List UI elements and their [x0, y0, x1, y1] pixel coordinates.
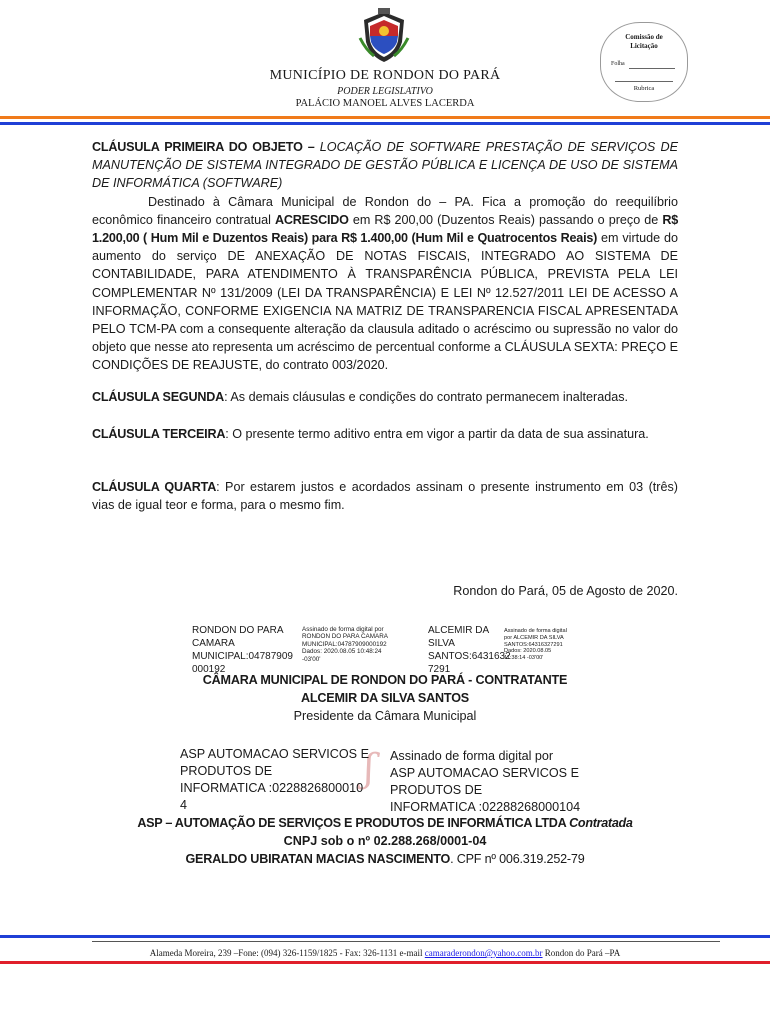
- camara-digital-line1: Assinado de forma digital por: [302, 626, 384, 633]
- contratada-rep-name: GERALDO UBIRATAN MACIAS NASCIMENTO: [185, 852, 451, 866]
- contratada-cnpj: CNPJ sob o nº 02.288.268/0001-04: [283, 834, 487, 848]
- asp-digital-line3: PRODUTOS DE: [390, 783, 483, 797]
- president-digital-line2: por ALCEMIR DA SILVA: [504, 634, 564, 641]
- contratada-role: Contratada: [569, 816, 633, 830]
- asp-signer-line4: 4: [180, 798, 188, 812]
- president-signer-line2: SILVA: [428, 638, 455, 649]
- asp-digital-signature: [390, 748, 580, 816]
- stamp-folha-label: Folha: [611, 61, 625, 67]
- footer-blue-rule: [0, 935, 770, 938]
- clause-1-text-b: em R$ 200,00 (Duzentos Reais) passando o preço de: [352, 212, 659, 227]
- asp-signer-line1: ASP AUTOMACAO SERVICOS E: [180, 747, 369, 761]
- asp-digital-line2: ASP AUTOMACAO SERVICOS E: [390, 766, 579, 780]
- clause-2-heading: CLÁUSULA SEGUNDA: [92, 390, 225, 404]
- clause-1-object: LOCAÇÃO DE SOFTWARE PRESTAÇÃO DE SERVIÇOS DE MANUTENÇÃO DE SISTEMA INTEGRADO DE GESTÃO PÚBLICA E LICENÇA DE USO DE SISTEMA DE INFORMÁTICA (SOFTWARE): [92, 140, 679, 191]
- palace-subtitle: PALÁCIO MANOEL ALVES LACERDA: [295, 98, 475, 109]
- president-signer-line4: 7291: [428, 664, 451, 675]
- asp-signature-watermark: ʃ: [364, 746, 375, 790]
- footer-thin-rule: [92, 941, 720, 942]
- header-orange-rule: [0, 116, 770, 119]
- camara-signer-line3: MUNICIPAL:04787909: [192, 651, 293, 662]
- municipality-title: MUNICÍPIO DE RONDON DO PARÁ: [269, 68, 501, 83]
- president-digital-line3: SANTOS:64316327291: [504, 641, 563, 648]
- clause-4: [92, 478, 678, 514]
- clause-2-text: : As demais cláusulas e condições do contrato permanecem inalteradas.: [224, 390, 629, 404]
- footer-address-text: Alameda Moreira, 239 –Fone: (094) 326-1159/1825 - Fax: 326-1131 e-mail: [149, 948, 423, 958]
- stamp-title-line2: Licitação: [630, 42, 658, 50]
- president-digital-line5: 11:38:14 -03'00': [504, 655, 544, 662]
- header-blue-rule: [0, 122, 770, 125]
- contratada-name: ASP – AUTOMAÇÃO DE SERVIÇOS E PRODUTOS DE INFORMÁTICA LTDA: [137, 816, 566, 830]
- asp-signer-line2: PRODUTOS DE: [180, 764, 273, 778]
- contratada-rep-cpf: . CPF nº 006.319.252-79: [450, 852, 585, 866]
- contratada-line: [0, 816, 770, 830]
- clause-1-heading: CLÁUSULA PRIMEIRA DO OBJETO –: [92, 140, 315, 154]
- branch-subtitle: PODER LEGISLATIVO: [337, 86, 433, 97]
- asp-signer-name: [180, 746, 369, 814]
- clause-1-text-c: em virtude do aumento do serviço DE ANEXAÇÃO DE NOTAS FISCAIS, INTEGRADO AO SISTEMA DE CONTABILIDADE, PARA ATENDIMENTO À TRANSPARÊNCIA PÚBLICA, PREVISTA PELA LEI COMPLEMENTAR Nº 131/2009 (LEI DA TRANSPARÊNCIA) E LEI Nº 12.527/2011 LEI DE ACESSO A INFORMAÇÃO, CONFORME EXIGENCIA NA MATRIZ DE TRANSPARENCIA FISCAL APRESENTADA PELO TCM-PA com a consequente alteração da clausula aditado o acréscimo ou supressão no valor do objeto que nesse ato representa um acréscimo de percentual conforme a CLÁUSULA SEXTA: PREÇO E CONDIÇÕES DE REAJUSTE, do contrato 003/2020.: [92, 231, 678, 373]
- clause-3-heading: CLÁUSULA TERCEIRA: [92, 427, 226, 441]
- contratante-line2: ALCEMIR DA SILVA SANTOS: [301, 691, 469, 705]
- clause-3-text: : O presente termo aditivo entra em vigor a partir da data de sua assinatura.: [225, 427, 649, 441]
- clause-1-acrescido: ACRESCIDO: [274, 212, 349, 227]
- contratante-line1: CÂMARA MUNICIPAL DE RONDON DO PARÁ - CONTRATANTE: [202, 673, 568, 687]
- footer-city: Rondon do Pará –PA: [542, 948, 621, 958]
- camara-digital-signature: [302, 626, 388, 663]
- president-signer-line3: SANTOS:6431632: [428, 651, 511, 662]
- camara-digital-line2: RONDON DO PARA CAMARA: [302, 633, 388, 641]
- footer-red-rule: [0, 961, 770, 964]
- camara-signer-line1: RONDON DO PARA: [192, 625, 284, 636]
- clause-3: [92, 425, 678, 443]
- commission-stamp: [600, 22, 688, 102]
- clause-1-price: R$ 1.200,00 ( Hum Mil e Duzentos Reais) para R$ 1.400,00 (Hum Mil e Quatrocentos Reais): [92, 212, 679, 246]
- president-digital-line4: Dados: 2020.08.05: [504, 648, 552, 655]
- clause-4-heading: CLÁUSULA QUARTA: [92, 480, 217, 494]
- asp-digital-line4: INFORMATICA :02288268000104: [390, 800, 581, 814]
- place-date: Rondon do Pará, 05 de Agosto de 2020.: [453, 584, 678, 598]
- municipal-crest-icon: [358, 8, 410, 66]
- contratante-line3: Presidente da Câmara Municipal: [293, 709, 477, 723]
- camara-signer-name: [192, 624, 293, 676]
- clause-2: [92, 388, 678, 406]
- footer-email-link[interactable]: camaraderondon@yahoo.com.br: [424, 948, 543, 958]
- president-signer-name: [428, 624, 511, 676]
- asp-signer-line3: INFORMATICA :0228826800010: [180, 781, 364, 795]
- stamp-title-line1: Comissão de: [625, 33, 663, 41]
- camara-signer-line2: CAMARA: [192, 638, 235, 649]
- clause-1-text-a: Destinado à Câmara Municipal de Rondon do – PA. Fica a promoção do reequilíbrio econômico financeiro contratual: [92, 194, 678, 227]
- camara-digital-line5: -03'00': [302, 655, 321, 663]
- president-digital-line1: Assinado de forma digital: [504, 628, 567, 634]
- president-signer-line1: ALCEMIR DA: [428, 625, 490, 636]
- footer-address: [0, 948, 770, 958]
- president-digital-signature: [504, 628, 567, 662]
- stamp-rubrica-label: Rubrica: [633, 85, 655, 92]
- camara-digital-line3: MUNICIPAL:04787909000192: [302, 640, 387, 648]
- asp-digital-line1: Assinado de forma digital por: [390, 749, 554, 763]
- camara-digital-line4: Dados: 2020.08.05 10:48:24: [302, 648, 382, 656]
- camara-signer-line4: 000192: [192, 664, 226, 675]
- clause-4-text: : Por estarem justos e acordados assinam o presente instrumento em 03 (três) vias de igual teor e forma, para o mesmo fim.: [92, 480, 678, 513]
- clause-1: [92, 138, 678, 375]
- contratada-representative: [0, 852, 770, 866]
